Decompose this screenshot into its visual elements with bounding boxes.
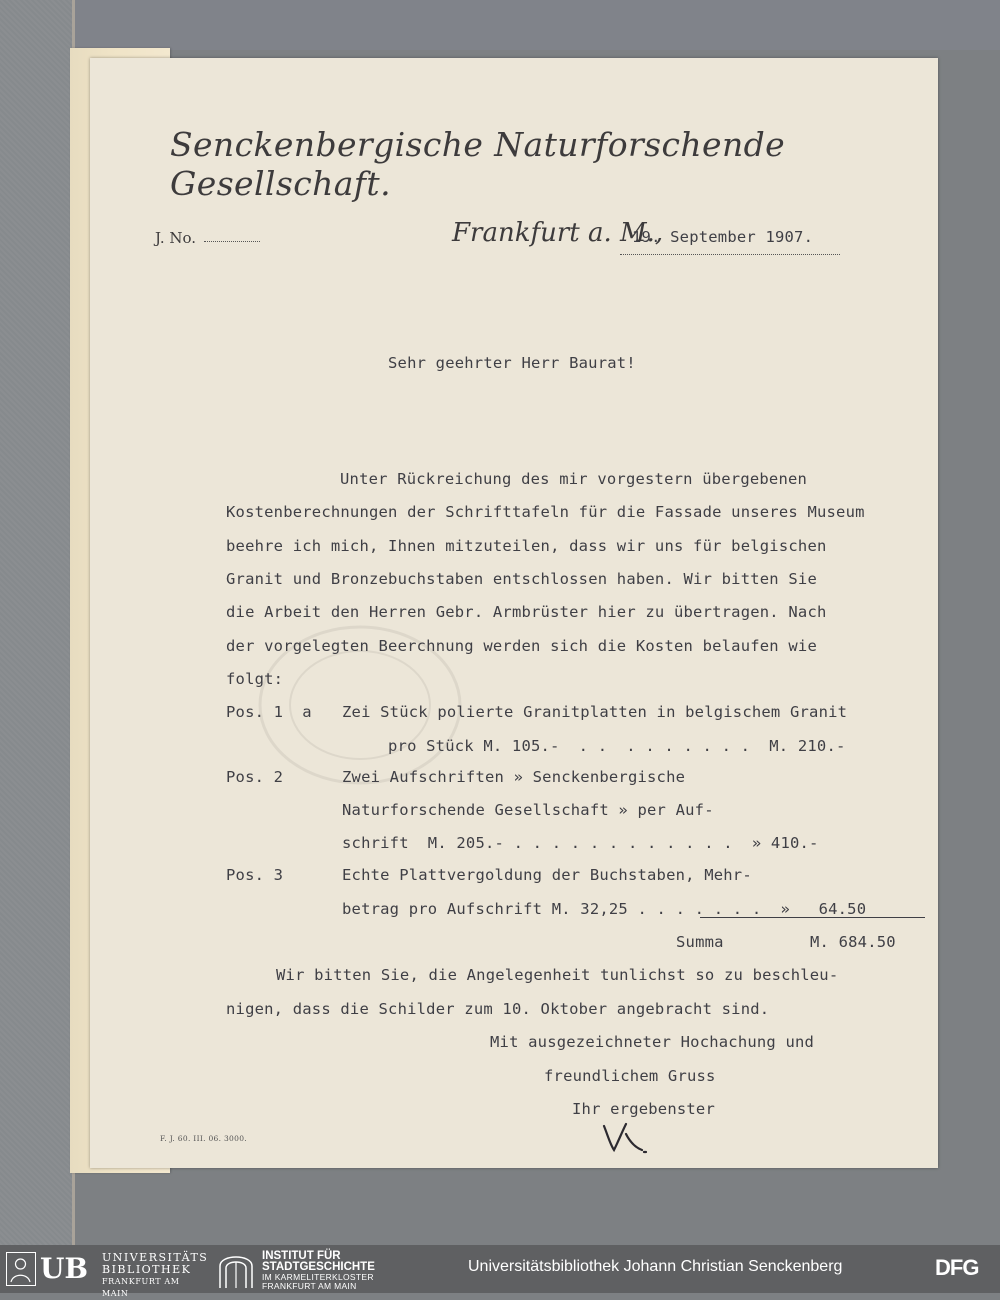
scan-background bbox=[0, 0, 1000, 50]
ub-line2: BIBLIOTHEK bbox=[102, 1263, 192, 1276]
body-line: Unter Rückreichung des mir vorgestern übergebenen bbox=[340, 470, 808, 488]
position-label: Pos. 3 bbox=[226, 866, 284, 884]
body-line: beehre ich mich, Ihnen mitzuteilen, dass wir uns für belgischen bbox=[226, 537, 827, 555]
closing-line: nigen, dass die Schilder zum 10. Oktober angebracht sind. bbox=[226, 1000, 770, 1018]
handwritten-signature bbox=[596, 1112, 666, 1162]
valediction-line: Mit ausgezeichneter Hochachung und bbox=[490, 1033, 815, 1051]
position-line: Zwei Aufschriften » Senckenbergische bbox=[342, 768, 686, 786]
isg-line3: IM KARMELITERKLOSTER bbox=[262, 1272, 374, 1282]
position-line: pro Stück M. 105.- . . . . . . . . . M. 210.- bbox=[388, 737, 846, 755]
position-line: Zei Stück polierte Granitplatten in belgischem Granit bbox=[342, 703, 848, 721]
closing-line: Wir bitten Sie, die Angelegenheit tunlichst so zu beschleu- bbox=[276, 966, 839, 984]
position-label: Pos. 1 a bbox=[226, 703, 312, 721]
portrait-icon bbox=[6, 1252, 36, 1286]
arch-icon bbox=[216, 1250, 256, 1290]
isg-line1: INSTITUT FÜR bbox=[262, 1250, 341, 1262]
body-line: Granit und Bronzebuchstaben entschlossen haben. Wir bitten Sie bbox=[226, 570, 817, 588]
footer-library-name[interactable]: Universitätsbibliothek Johann Christian Senckenberg bbox=[468, 1258, 843, 1275]
salutation: Sehr geehrter Herr Baurat! bbox=[388, 354, 636, 372]
body-line: die Arbeit den Herren Gebr. Armbrüster hier zu übertragen. Nach bbox=[226, 603, 827, 621]
ub-line3: FRANKFURT AM MAIN bbox=[102, 1277, 180, 1298]
valediction-line: Ihr ergebenster bbox=[572, 1100, 715, 1118]
position-line: schrift M. 205.- . . . . . . . . . . . . » 410.- bbox=[342, 834, 819, 852]
total-label: Summa bbox=[676, 933, 724, 951]
ub-letters: UB bbox=[40, 1252, 89, 1285]
journal-number-label: J. No. bbox=[155, 229, 197, 247]
sum-underline bbox=[700, 917, 925, 918]
form-number: F. J. 60. III. 06. 3000. bbox=[160, 1134, 247, 1143]
letter-date: 19. September 1907. bbox=[632, 228, 814, 246]
ub-logo[interactable] bbox=[6, 1251, 209, 1298]
position-line: Naturforschende Gesellschaft » per Auf- bbox=[342, 801, 714, 819]
body-line: Kostenberechnungen der Schrifttafeln für die Fassade unseres Museum bbox=[226, 503, 865, 521]
date-line bbox=[620, 254, 840, 255]
letterhead-society-name: Senckenbergische Naturforschende Gesellschaft. bbox=[170, 125, 786, 203]
total-value: M. 684.50 bbox=[810, 933, 896, 951]
isg-logo[interactable] bbox=[216, 1250, 446, 1290]
isg-name bbox=[262, 1251, 375, 1291]
body-line: der vorgelegten Beerchnung werden sich die Kosten belaufen wie bbox=[226, 637, 817, 655]
body-line: folgt: bbox=[226, 670, 284, 688]
book-cover-edge bbox=[0, 0, 75, 1245]
letterhead-city: Frankfurt a. M., bbox=[452, 218, 664, 248]
isg-line4: FRANKFURT AM MAIN bbox=[262, 1281, 357, 1291]
isg-line2: STADTGESCHICHTE bbox=[262, 1261, 375, 1273]
position-line: betrag pro Aufschrift M. 32,25 . . . . . . . » 64.50 bbox=[342, 900, 867, 918]
position-label: Pos. 2 bbox=[226, 768, 284, 786]
valediction-line: freundlichem Gruss bbox=[544, 1067, 716, 1085]
journal-number-line bbox=[204, 241, 260, 242]
position-line: Echte Plattvergoldung der Buchstaben, Mehr- bbox=[342, 866, 752, 884]
dfg-logo[interactable]: DFG bbox=[935, 1255, 979, 1280]
ub-line1: UNIVERSITÄTS bbox=[102, 1251, 209, 1264]
